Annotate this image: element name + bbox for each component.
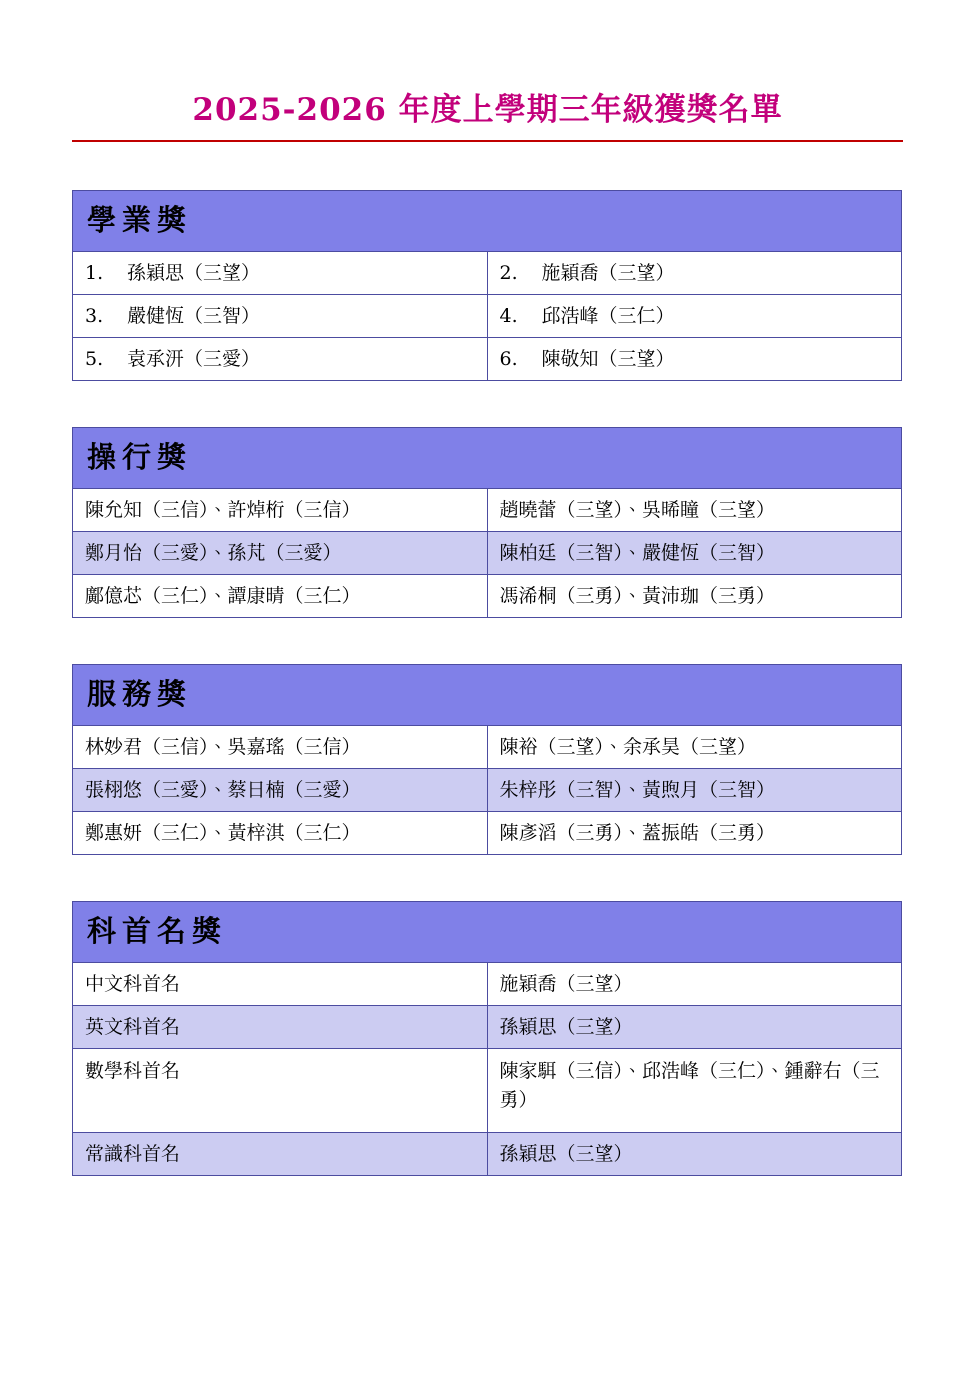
table-row [73,338,902,381]
title-divider [72,140,903,142]
item-name: 邱浩峰（三仁） [541,304,675,327]
table-header-row [73,902,902,963]
award-title-text: 服務獎 [87,677,193,712]
winner-cell: 陳裕（三望）、余承昊（三望） [487,726,902,769]
table-row [73,963,902,1006]
winner-cell: 陳允知（三信）、許焯桁（三信） [73,489,488,532]
table-row [73,726,902,769]
subject-cell: 中文科首名 [73,963,488,1006]
table-row [73,532,902,575]
winner-cell: 陳柏廷（三智）、嚴健恆（三智） [487,532,902,575]
item-number: 5. [85,347,104,370]
award-table-conduct [72,427,902,618]
winner-cell [73,338,488,381]
winner-cell: 鄭月怡（三愛）、孫芃（三愛） [73,532,488,575]
winner-cell [73,252,488,295]
award-title-text: 操行獎 [87,440,193,475]
award-title-cell [73,191,902,252]
table-header-row [73,191,902,252]
winner-cell: 鄺億芯（三仁）、譚康晴（三仁） [73,575,488,618]
item-name: 嚴健恆（三智） [127,304,261,327]
winner-cell: 鄭惠妍（三仁）、黃梓淇（三仁） [73,812,488,855]
table-row [73,489,902,532]
award-table-subject-top [72,901,902,1176]
table-header-row [73,428,902,489]
winner-cell: 陳彥滔（三勇）、蓋振皓（三勇） [487,812,902,855]
item-number: 3. [85,304,104,327]
subject-cell: 數學科首名 [73,1049,488,1133]
winner-cell: 陳家駬（三信）、邱浩峰（三仁）、鍾辭右（三勇） [487,1049,902,1133]
winner-cell [487,252,902,295]
winner-cell [73,295,488,338]
winner-cell: 施穎喬（三望） [487,963,902,1006]
subject-cell: 英文科首名 [73,1006,488,1049]
item-number: 1. [85,261,104,284]
item-number: 4. [499,304,518,327]
table-header-row [73,665,902,726]
award-title-cell [73,902,902,963]
winner-cell: 朱梓彤（三智）、黃煦月（三智） [487,769,902,812]
item-number: 2. [499,261,518,284]
page-title: 2025-2026 年度上學期三年級獲獎名單 [192,92,783,128]
winner-cell [487,338,902,381]
winner-cell: 孫穎思（三望） [487,1006,902,1049]
award-title-cell [73,665,902,726]
winner-cell: 趙曉蕾（三望）、吳晞瞳（三望） [487,489,902,532]
table-row [73,1006,902,1049]
award-table-academic [72,190,902,381]
item-name: 孫穎思（三望） [127,261,261,284]
table-row [73,295,902,338]
winner-cell [487,295,902,338]
item-name: 施穎喬（三望） [541,261,675,284]
item-name: 陳敬知（三望） [541,347,675,370]
table-row [73,1133,902,1176]
award-section-service [72,664,903,855]
award-section-conduct [72,427,903,618]
table-row [73,769,902,812]
award-title-text: 科首名獎 [87,914,228,949]
winner-cell: 林妙君（三信）、吳嘉瑤（三信） [73,726,488,769]
winner-cell: 孫穎思（三望） [487,1133,902,1176]
subject-cell: 常識科首名 [73,1133,488,1176]
table-row [73,1049,902,1133]
winner-cell: 馮浠桐（三勇）、黃沛珈（三勇） [487,575,902,618]
award-title-cell [73,428,902,489]
item-number: 6. [499,347,518,370]
award-section-academic [72,190,903,381]
table-row [73,252,902,295]
award-title-text: 學業獎 [87,203,193,238]
award-table-service [72,664,902,855]
item-name: 袁承汧（三愛） [127,347,261,370]
table-row [73,575,902,618]
table-row [73,812,902,855]
winner-cell: 張栩悠（三愛）、蔡日楠（三愛） [73,769,488,812]
award-section-subject-top [72,901,903,1176]
